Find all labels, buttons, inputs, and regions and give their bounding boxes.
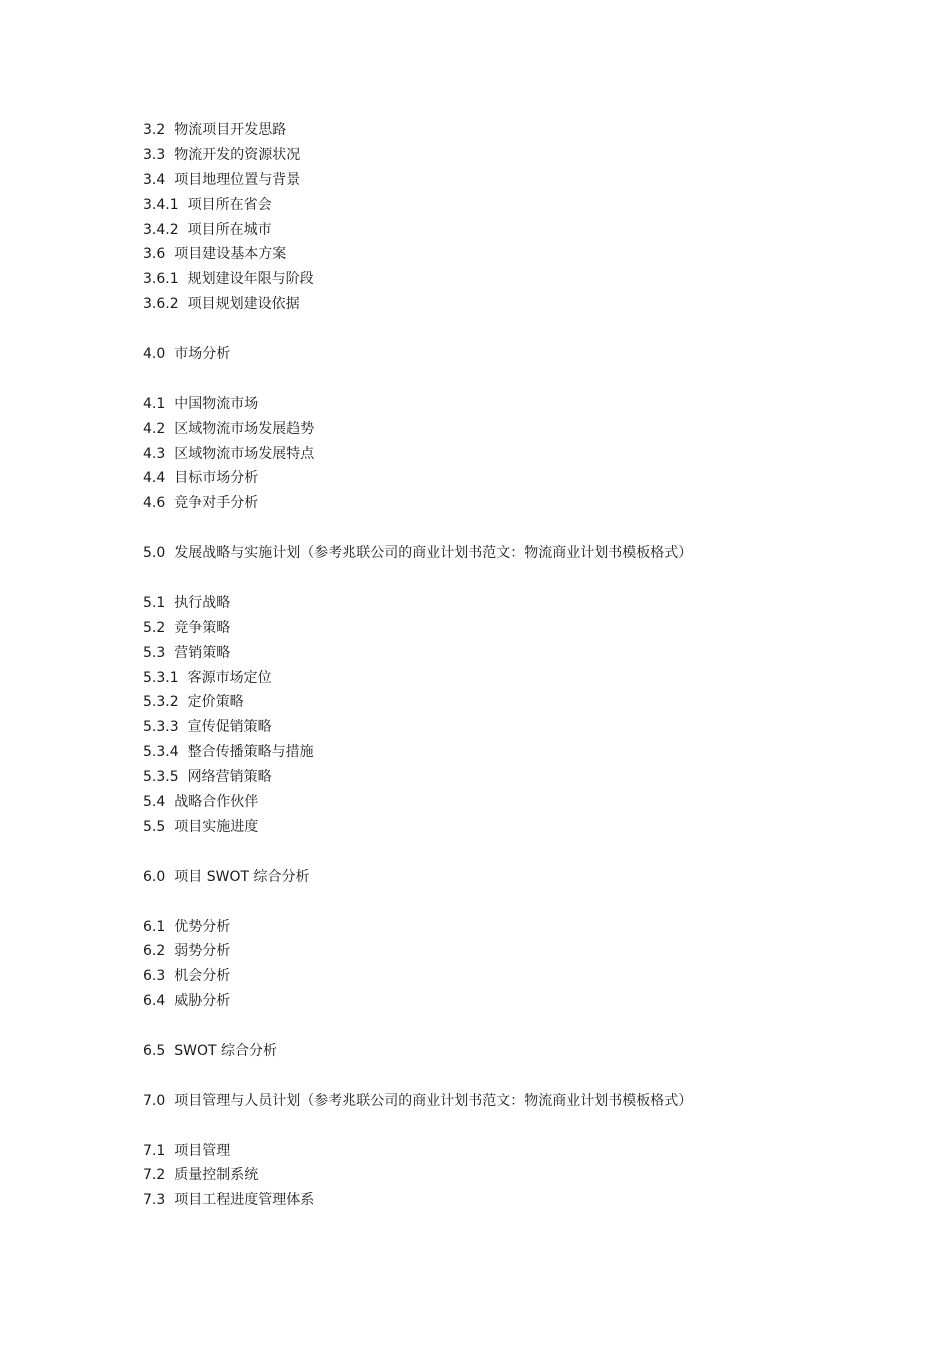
toc-entry-title: 执行战略 <box>174 594 231 611</box>
toc-entry-number: 4.4 <box>143 470 166 487</box>
toc-entry-title: 项目所在省会 <box>187 196 272 213</box>
toc-entry-title: 项目工程进度管理体系 <box>174 1192 315 1209</box>
toc-entry-title: 项目规划建设依据 <box>187 296 300 313</box>
toc-entry-title: 定价策略 <box>187 694 244 711</box>
toc-entry-title: 项目实施进度 <box>174 818 259 835</box>
toc-entry <box>143 491 903 516</box>
toc-entry <box>143 1188 903 1213</box>
toc-entry-number: 5.3.2 <box>143 694 179 711</box>
toc-entry-title: 项目地理位置与背景 <box>174 171 301 188</box>
toc-entry-title: 网络营销策略 <box>187 769 272 786</box>
toc-entry-number: 7.2 <box>143 1167 166 1184</box>
toc-entry <box>143 666 903 691</box>
toc-entry <box>143 292 903 317</box>
toc-entry-title: 物流项目开发思路 <box>174 122 287 138</box>
toc-entry-title: 机会分析 <box>174 968 231 985</box>
toc-entry-number: 5.0 <box>143 545 166 562</box>
toc-entry-number: 4.6 <box>143 495 166 512</box>
toc-entry-title: 战略合作伙伴 <box>174 794 259 811</box>
toc-entry-title: 市场分析 <box>174 346 231 363</box>
toc-entry-title: 营销策略 <box>174 644 231 661</box>
toc-entry <box>143 989 903 1014</box>
toc-section-heading <box>143 865 903 890</box>
section-spacer <box>143 367 903 392</box>
toc-entry-number: 5.2 <box>143 619 166 636</box>
toc-entry-title: 威胁分析 <box>174 993 231 1010</box>
toc-entry <box>143 168 903 193</box>
toc-entry <box>143 1039 903 1064</box>
toc-entry <box>143 765 903 790</box>
toc-entry-number: 5.1 <box>143 594 166 611</box>
toc-entry-title: 项目建设基本方案 <box>174 246 287 263</box>
toc-entry-title: 区域物流市场发展趋势 <box>174 420 315 437</box>
toc-entry <box>143 417 903 442</box>
toc-entry-number: 3.4.2 <box>143 221 179 238</box>
toc-entry-number: 5.3.1 <box>143 669 179 686</box>
toc-entry-number: 3.4 <box>143 171 166 188</box>
toc-entry <box>143 1139 903 1164</box>
toc-entry-title: 中国物流市场 <box>174 395 259 412</box>
toc-entry <box>143 1163 903 1188</box>
toc-entry <box>143 242 903 267</box>
section-spacer <box>143 566 903 591</box>
toc-entry-title: 发展战略与实施计划（参考兆联公司的商业计划书范文：物流商业计划书模板格式） <box>174 545 693 562</box>
section-spacer <box>143 317 903 342</box>
toc-entry-number: 3.2 <box>143 122 166 138</box>
toc-entry <box>143 267 903 292</box>
toc-entry <box>143 715 903 740</box>
section-spacer <box>143 1064 903 1089</box>
toc-entry <box>143 641 903 666</box>
toc-entry-number: 6.4 <box>143 993 166 1010</box>
section-spacer <box>143 1014 903 1039</box>
toc-entry-number: 3.6.2 <box>143 296 179 313</box>
toc-entry-number: 4.3 <box>143 445 166 462</box>
toc-entry <box>143 218 903 243</box>
toc-section-heading <box>143 342 903 367</box>
toc-entry-number: 6.1 <box>143 918 166 935</box>
section-spacer <box>143 1114 903 1139</box>
toc-entry <box>143 193 903 218</box>
toc-entry-title: 物流开发的资源状况 <box>174 146 301 163</box>
toc-entry-number: 3.4.1 <box>143 196 179 213</box>
section-spacer <box>143 890 903 915</box>
toc-entry-number: 3.6.1 <box>143 271 179 288</box>
toc-entry-number: 5.3.4 <box>143 744 179 761</box>
toc-entry <box>143 143 903 168</box>
toc-entry <box>143 442 903 467</box>
toc-entry-number: 5.3 <box>143 644 166 661</box>
toc-entry-title: 区域物流市场发展特点 <box>174 445 315 462</box>
section-spacer <box>143 840 903 865</box>
toc-entry <box>143 790 903 815</box>
toc-entry <box>143 740 903 765</box>
toc-entry-number: 4.0 <box>143 346 166 363</box>
toc-entry-title: 规划建设年限与阶段 <box>187 271 314 288</box>
toc-entry <box>143 815 903 840</box>
toc-section-heading <box>143 1089 903 1114</box>
toc-entry <box>143 915 903 940</box>
toc-entry-title: 客源市场定位 <box>187 669 272 686</box>
toc-entry <box>143 392 903 417</box>
toc-entry-title: 整合传播策略与措施 <box>187 744 314 761</box>
toc-entry <box>143 591 903 616</box>
toc-entry <box>143 939 903 964</box>
toc-entry-title: 弱势分析 <box>174 943 231 960</box>
toc-entry-title: SWOT 综合分析 <box>174 1042 278 1059</box>
toc-entry-number: 6.0 <box>143 868 166 885</box>
toc-entry-title: 项目管理与人员计划（参考兆联公司的商业计划书范文：物流商业计划书模板格式） <box>174 1092 693 1109</box>
toc-entry <box>143 964 903 989</box>
table-of-contents <box>143 118 903 1213</box>
toc-entry-title: 目标市场分析 <box>174 470 259 487</box>
toc-entry-number: 4.1 <box>143 395 166 412</box>
toc-entry-number: 5.3.5 <box>143 769 179 786</box>
toc-entry <box>143 690 903 715</box>
toc-entry-number: 5.5 <box>143 818 166 835</box>
toc-entry-number: 5.4 <box>143 794 166 811</box>
toc-entry-number: 5.3.3 <box>143 719 179 736</box>
toc-entry-title: 项目所在城市 <box>187 221 272 238</box>
toc-entry <box>143 616 903 641</box>
toc-entry-number: 6.5 <box>143 1042 166 1059</box>
toc-entry-title: 竞争策略 <box>174 619 231 636</box>
toc-entry <box>143 118 903 143</box>
toc-section-heading <box>143 541 903 566</box>
toc-entry-title: 项目管理 <box>174 1142 231 1159</box>
section-spacer <box>143 516 903 541</box>
toc-entry-title: 宣传促销策略 <box>187 719 272 736</box>
toc-entry-title: 质量控制系统 <box>174 1167 259 1184</box>
toc-entry-number: 4.2 <box>143 420 166 437</box>
toc-entry-number: 7.0 <box>143 1092 166 1109</box>
toc-entry <box>143 466 903 491</box>
toc-entry-title: 优势分析 <box>174 918 231 935</box>
toc-entry-number: 6.3 <box>143 968 166 985</box>
toc-entry-number: 7.1 <box>143 1142 166 1159</box>
toc-entry-title: 竞争对手分析 <box>174 495 259 512</box>
toc-entry-number: 7.3 <box>143 1192 166 1209</box>
toc-entry-number: 3.6 <box>143 246 166 263</box>
toc-entry-title: 项目 SWOT 综合分析 <box>174 868 310 885</box>
toc-entry-number: 6.2 <box>143 943 166 960</box>
toc-entry-number: 3.3 <box>143 146 166 163</box>
